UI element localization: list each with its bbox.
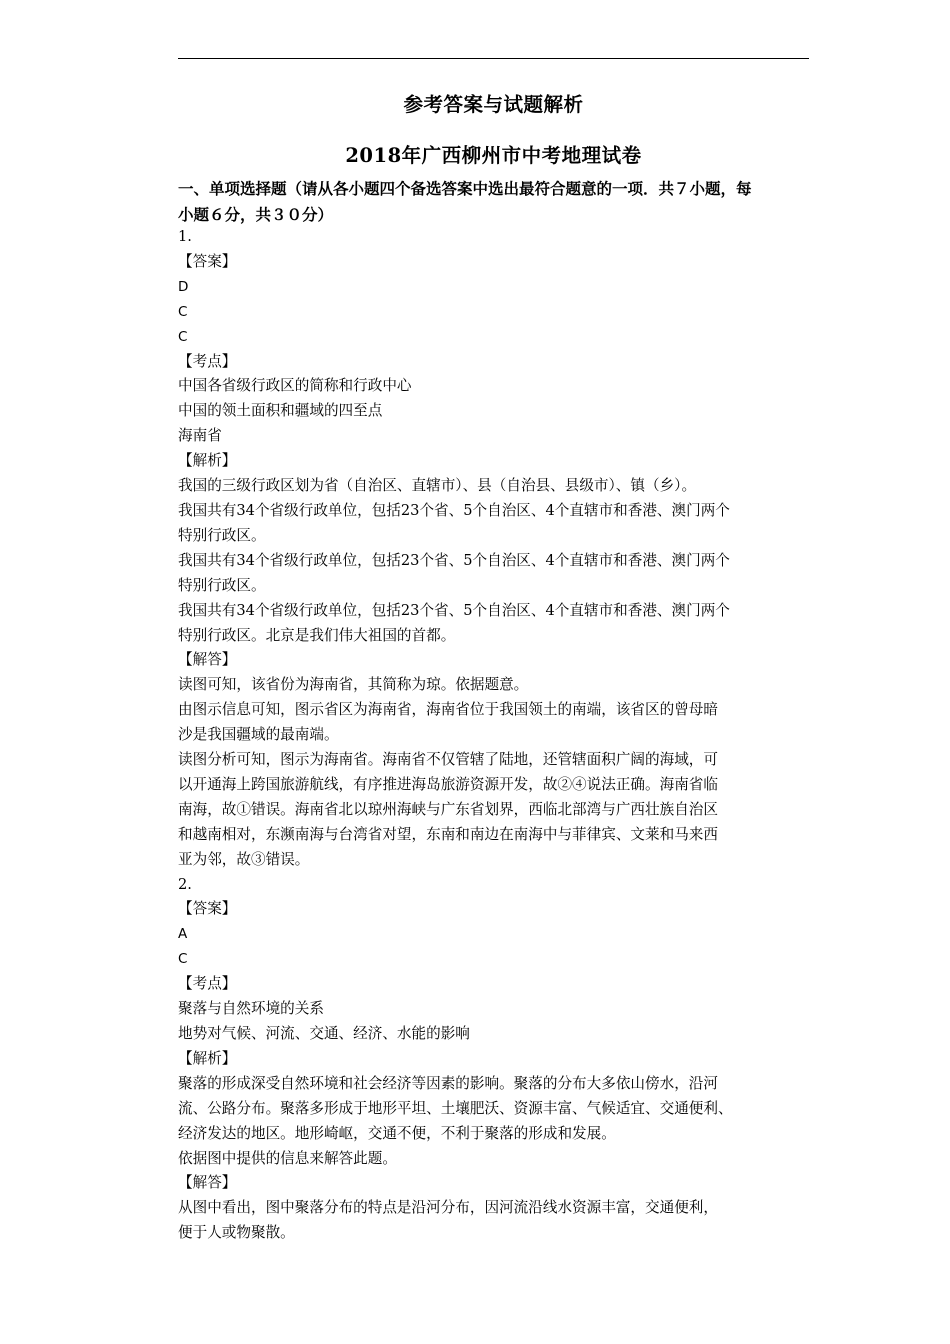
analysis-heading: 【解析】	[178, 1049, 237, 1067]
answer-choice: A	[178, 926, 188, 943]
answer-choice: C	[178, 303, 188, 320]
answer-heading: 【答案】	[178, 252, 237, 270]
document-body	[178, 225, 809, 1246]
topic-heading: 【考点】	[178, 975, 237, 993]
analysis-text: 依据图中提供的信息来解答此题。	[178, 1149, 397, 1167]
answer-choice: D	[178, 278, 189, 295]
topic-item: 中国的领土面积和疆域的四至点	[178, 402, 383, 420]
analysis-text: 特别行政区。北京是我们伟大祖国的首都。	[178, 626, 456, 644]
answer-heading: 【答案】	[178, 900, 237, 918]
topic-item: 地势对气候、河流、交通、经济、水能的影响	[178, 1025, 470, 1042]
section-heading	[178, 176, 809, 228]
analysis-text: 特别行政区。	[178, 576, 266, 594]
solution-text: 读图可知，该省份为海南省，其简称为琼。依据题意。	[178, 676, 529, 694]
topic-item: 聚落与自然环境的关系	[178, 1000, 324, 1018]
solution-text: 便于人或物聚散。	[178, 1224, 295, 1242]
solution-text: 亚为邻，故③错误。	[178, 850, 310, 868]
analysis-heading: 【解析】	[178, 452, 237, 470]
solution-text: 南海，故①错误。海南省北以琼州海峡与广东省划界，西临北部湾与广西壮族自治区	[178, 800, 718, 818]
section-heading-line: 一、单项选择题（请从各小题四个备选答案中选出最符合题意的一项．共７小题，每	[178, 179, 752, 198]
answer-choice: C	[178, 328, 188, 345]
exam-title: 2018年广西柳州市中考地理试卷	[345, 144, 642, 167]
solution-text: 读图分析可知，图示为海南省。海南省不仅管辖了陆地，还管辖面积广阔的海域，可	[178, 751, 718, 769]
analysis-text: 特别行政区。	[178, 526, 266, 544]
solution-heading: 【解答】	[178, 651, 237, 669]
analysis-text: 经济发达的地区。地形崎岖，交通不便，不利于聚落的形成和发展。	[178, 1124, 616, 1142]
header-rule	[178, 58, 809, 59]
solution-text: 以开通海上跨国旅游航线，有序推进海岛旅游资源开发，故②④说法正确。海南省临	[178, 775, 718, 793]
solution-text: 和越南相对，东濒南海与台湾省对望，东南和南边在南海中与菲律宾、文莱和马来西	[178, 825, 718, 843]
analysis-text: 我国的三级行政区划为省（自治区、直辖市）、县（自治县、县级市）、镇（乡）。	[178, 477, 697, 495]
question-number: 2.	[178, 875, 192, 893]
topic-item: 海南省	[178, 427, 222, 445]
analysis-text: 流、公路分布。聚落多形成于地形平坦、土壤肥沃、资源丰富、气候适宜、交通便利、	[178, 1099, 733, 1117]
solution-text: 沙是我国疆域的最南端。	[178, 726, 339, 744]
topic-item: 中国各省级行政区的简称和行政中心	[178, 377, 412, 395]
solution-text: 从图中看出，图中聚落分布的特点是沿河分布，因河流沿线水资源丰富，交通便利，	[178, 1199, 718, 1217]
solution-text: 由图示信息可知，图示省区为海南省，海南省位于我国领土的南端，该省区的曾母暗	[178, 701, 718, 719]
analysis-text: 我国共有34个省级行政单位，包括23个省、5个自治区、4个直辖市和香港、澳门两个	[178, 501, 730, 519]
topic-heading: 【考点】	[178, 352, 237, 370]
page-title: 参考答案与试题解析	[403, 93, 584, 116]
answer-choice: C	[178, 951, 188, 968]
section-heading-line: 小题６分，共３０分）	[178, 205, 334, 224]
analysis-text: 聚落的形成深受自然环境和社会经济等因素的影响。聚落的分布大多依山傍水，沿河	[178, 1074, 718, 1092]
analysis-text: 我国共有34个省级行政单位，包括23个省、5个自治区、4个直辖市和香港、澳门两个	[178, 601, 730, 619]
solution-heading: 【解答】	[178, 1174, 237, 1192]
question-number: 1.	[178, 228, 192, 245]
analysis-text: 我国共有34个省级行政单位，包括23个省、5个自治区、4个直辖市和香港、澳门两个	[178, 551, 730, 569]
